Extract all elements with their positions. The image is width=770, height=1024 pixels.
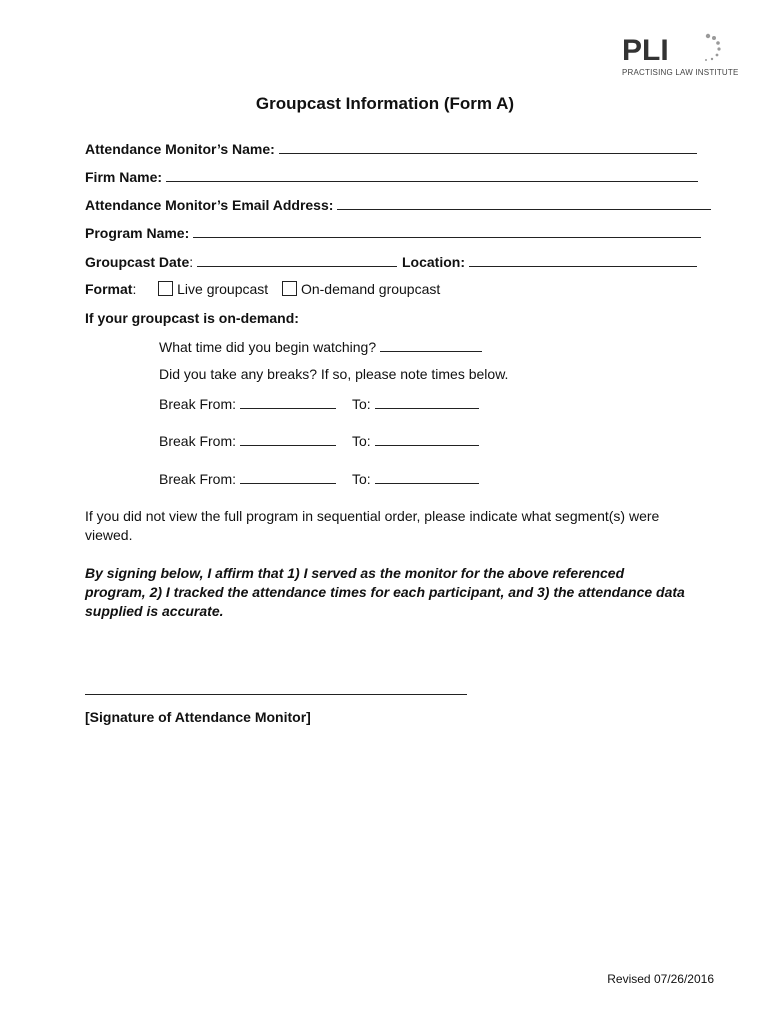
live-groupcast-checkbox[interactable] [158, 281, 173, 296]
break-to-row [352, 395, 479, 412]
break-to-field[interactable] [375, 470, 479, 484]
break-from-field[interactable] [240, 432, 336, 446]
email-row [85, 196, 711, 213]
email-label: Attendance Monitor’s Email Address: [85, 197, 334, 213]
break-from-label: Break From: [159, 396, 237, 412]
groupcast-date-colon: : [189, 254, 194, 270]
affirmation-statement: By signing below, I affirm that 1) I served as the monitor for the above referenced program, 2) I tracked the attendance times for each participant, and 3) the attendance data supplied is accurate. [85, 565, 685, 619]
format-colon: : [132, 281, 137, 297]
break-from-label: Break From: [159, 471, 237, 487]
signature-label: [Signature of Attendance Monitor] [85, 709, 311, 725]
begin-watching-field[interactable] [380, 338, 482, 352]
break-row [159, 432, 336, 449]
pli-logo-mark [622, 30, 732, 66]
groupcast-date-label: Groupcast Date [85, 254, 190, 270]
email-field[interactable] [337, 196, 711, 210]
revised-date: Revised 07/26/2016 [607, 972, 714, 986]
format-label: Format [85, 281, 133, 297]
breaks-question: Did you take any breaks? If so, please note times below. [159, 366, 509, 382]
break-from-field[interactable] [240, 470, 336, 484]
page-title: Groupcast Information (Form A) [255, 94, 515, 113]
on-demand-groupcast-checkbox[interactable] [282, 281, 297, 296]
logo-subtitle: PRACTISING LAW INSTITUTE [622, 68, 739, 77]
signature-line[interactable] [85, 694, 467, 695]
break-to-label: To: [352, 471, 371, 487]
on-demand-heading: If your groupcast is on-demand: [85, 310, 299, 326]
logo-dots-icon [705, 34, 721, 61]
break-row [159, 470, 336, 487]
break-to-label: To: [352, 396, 371, 412]
pli-logo [622, 30, 739, 82]
monitor-name-field[interactable] [279, 140, 697, 154]
break-to-row [352, 432, 479, 449]
live-groupcast-label: Live groupcast [177, 281, 269, 297]
break-to-label: To: [352, 433, 371, 449]
firm-name-row [85, 168, 698, 185]
break-to-field[interactable] [375, 432, 479, 446]
program-name-label: Program Name: [85, 225, 190, 241]
monitor-name-row [85, 140, 697, 157]
begin-watching-row [159, 338, 482, 355]
break-from-label: Break From: [159, 433, 237, 449]
sequential-note: If you did not view the full program in sequential order, please indicate what segment(s) were viewed. [85, 508, 660, 543]
on-demand-groupcast-label: On-demand groupcast [300, 281, 441, 297]
break-to-row [352, 470, 479, 487]
program-name-field[interactable] [193, 224, 701, 238]
begin-watching-label: What time did you begin watching? [159, 339, 377, 355]
break-from-field[interactable] [240, 395, 336, 409]
location-label: Location: [402, 254, 465, 270]
logo-letters: PLI [622, 34, 669, 66]
firm-name-label: Firm Name: [85, 169, 163, 185]
program-name-row [85, 224, 701, 241]
groupcast-date-field[interactable] [197, 253, 397, 267]
firm-name-field[interactable] [166, 168, 698, 182]
monitor-name-label: Attendance Monitor’s Name: [85, 141, 275, 157]
break-row [159, 395, 336, 412]
break-to-field[interactable] [375, 395, 479, 409]
groupcast-date-row [85, 253, 397, 270]
location-field[interactable] [469, 253, 697, 267]
format-row [85, 281, 440, 297]
location-row [402, 253, 697, 270]
